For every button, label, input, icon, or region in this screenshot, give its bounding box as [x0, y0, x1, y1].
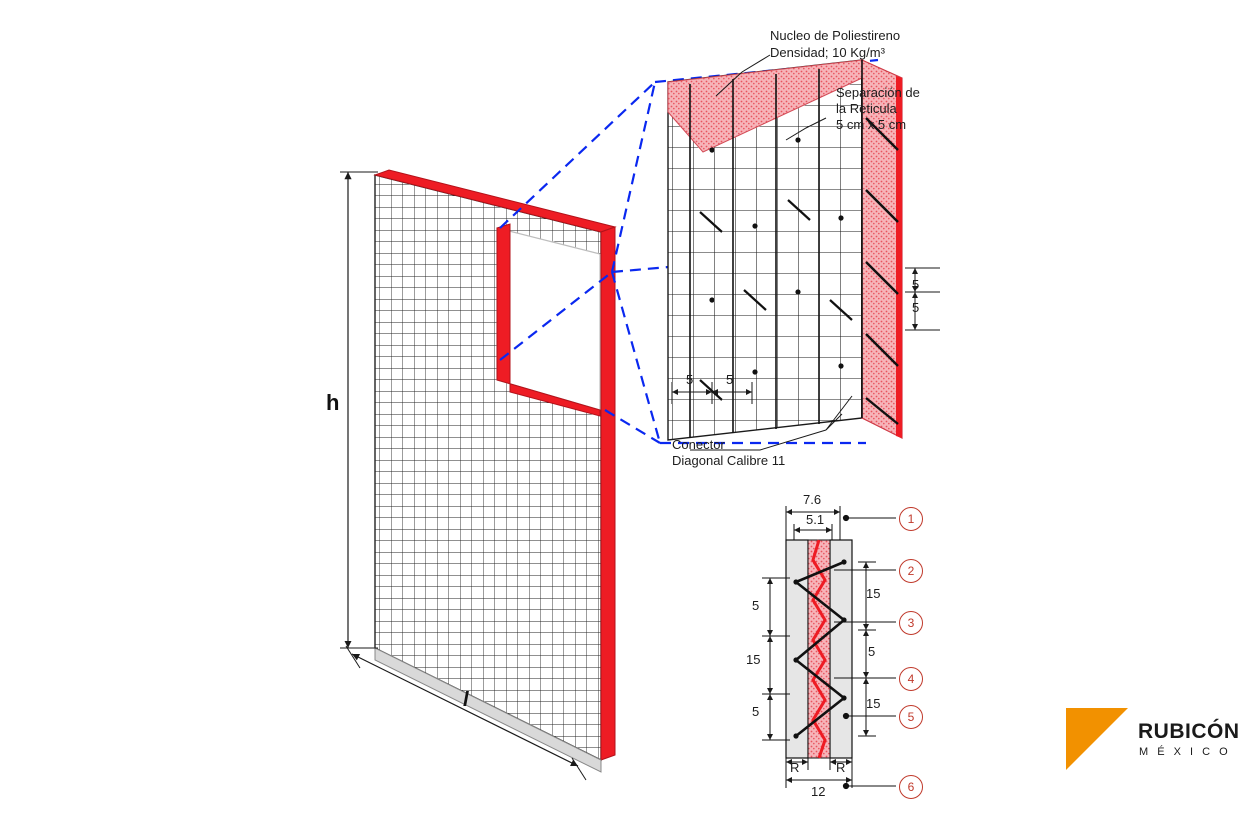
callout-6[interactable]: 6	[899, 775, 923, 799]
label-core-line2: Densidad; 10 Kg/m³	[770, 45, 885, 60]
section-dim-outer: 7.6	[803, 492, 822, 507]
section-left-dim-2: 5	[752, 704, 760, 719]
section-dim-inner: 5.1	[806, 512, 825, 527]
callout-3[interactable]: 3	[899, 611, 923, 635]
section-dim-bottom-right: R	[836, 760, 846, 775]
logo-mark-icon	[1066, 708, 1128, 770]
section-right-dim-0: 15	[866, 586, 881, 601]
label-mesh-line1: Separación de	[836, 85, 920, 100]
brand-sub: M É X I C O	[1139, 746, 1231, 758]
section-right-dim-2: 15	[866, 696, 881, 711]
detail-dim-vertical-a: 5	[912, 277, 920, 292]
label-length: l	[463, 689, 469, 711]
callout-1[interactable]: 1	[899, 507, 923, 531]
detail-dim-vertical-b: 5	[912, 300, 920, 315]
section-dim-bottom-left: R	[790, 760, 800, 775]
callout-5[interactable]: 5	[899, 705, 923, 729]
section-dim-bottom-total: 12	[811, 784, 826, 799]
panel-side-edge	[601, 227, 615, 760]
label-height: h	[326, 390, 340, 415]
main-panel-isometric	[340, 170, 615, 780]
label-mesh-line3: 5 cm x 5 cm	[836, 117, 907, 132]
label-mesh-line2: la Reticula	[836, 101, 897, 116]
detail-vertical-dim	[905, 268, 940, 330]
section-left-mortar	[786, 540, 808, 758]
section-detail	[762, 506, 896, 789]
callout-2[interactable]: 2	[899, 559, 923, 583]
section-right-mortar	[830, 540, 852, 758]
label-connector-line1: Conector	[672, 437, 725, 452]
section-left-dim-1: 15	[746, 652, 761, 667]
panel-opening	[497, 228, 600, 410]
brand-name: RUBICÓN	[1138, 720, 1240, 743]
detail-dim-horizontal-b: 5	[726, 372, 734, 387]
label-connector-line2: Diagonal Calibre 11	[672, 453, 786, 468]
callout-4[interactable]: 4	[899, 667, 923, 691]
brand-logo	[1066, 708, 1240, 794]
section-left-dim-0: 5	[752, 598, 760, 613]
section-right-dim-1: 5	[868, 644, 876, 659]
detail-dim-horizontal-a: 5	[686, 372, 694, 387]
label-core-line1: Nucleo de Poliestireno	[770, 28, 901, 43]
